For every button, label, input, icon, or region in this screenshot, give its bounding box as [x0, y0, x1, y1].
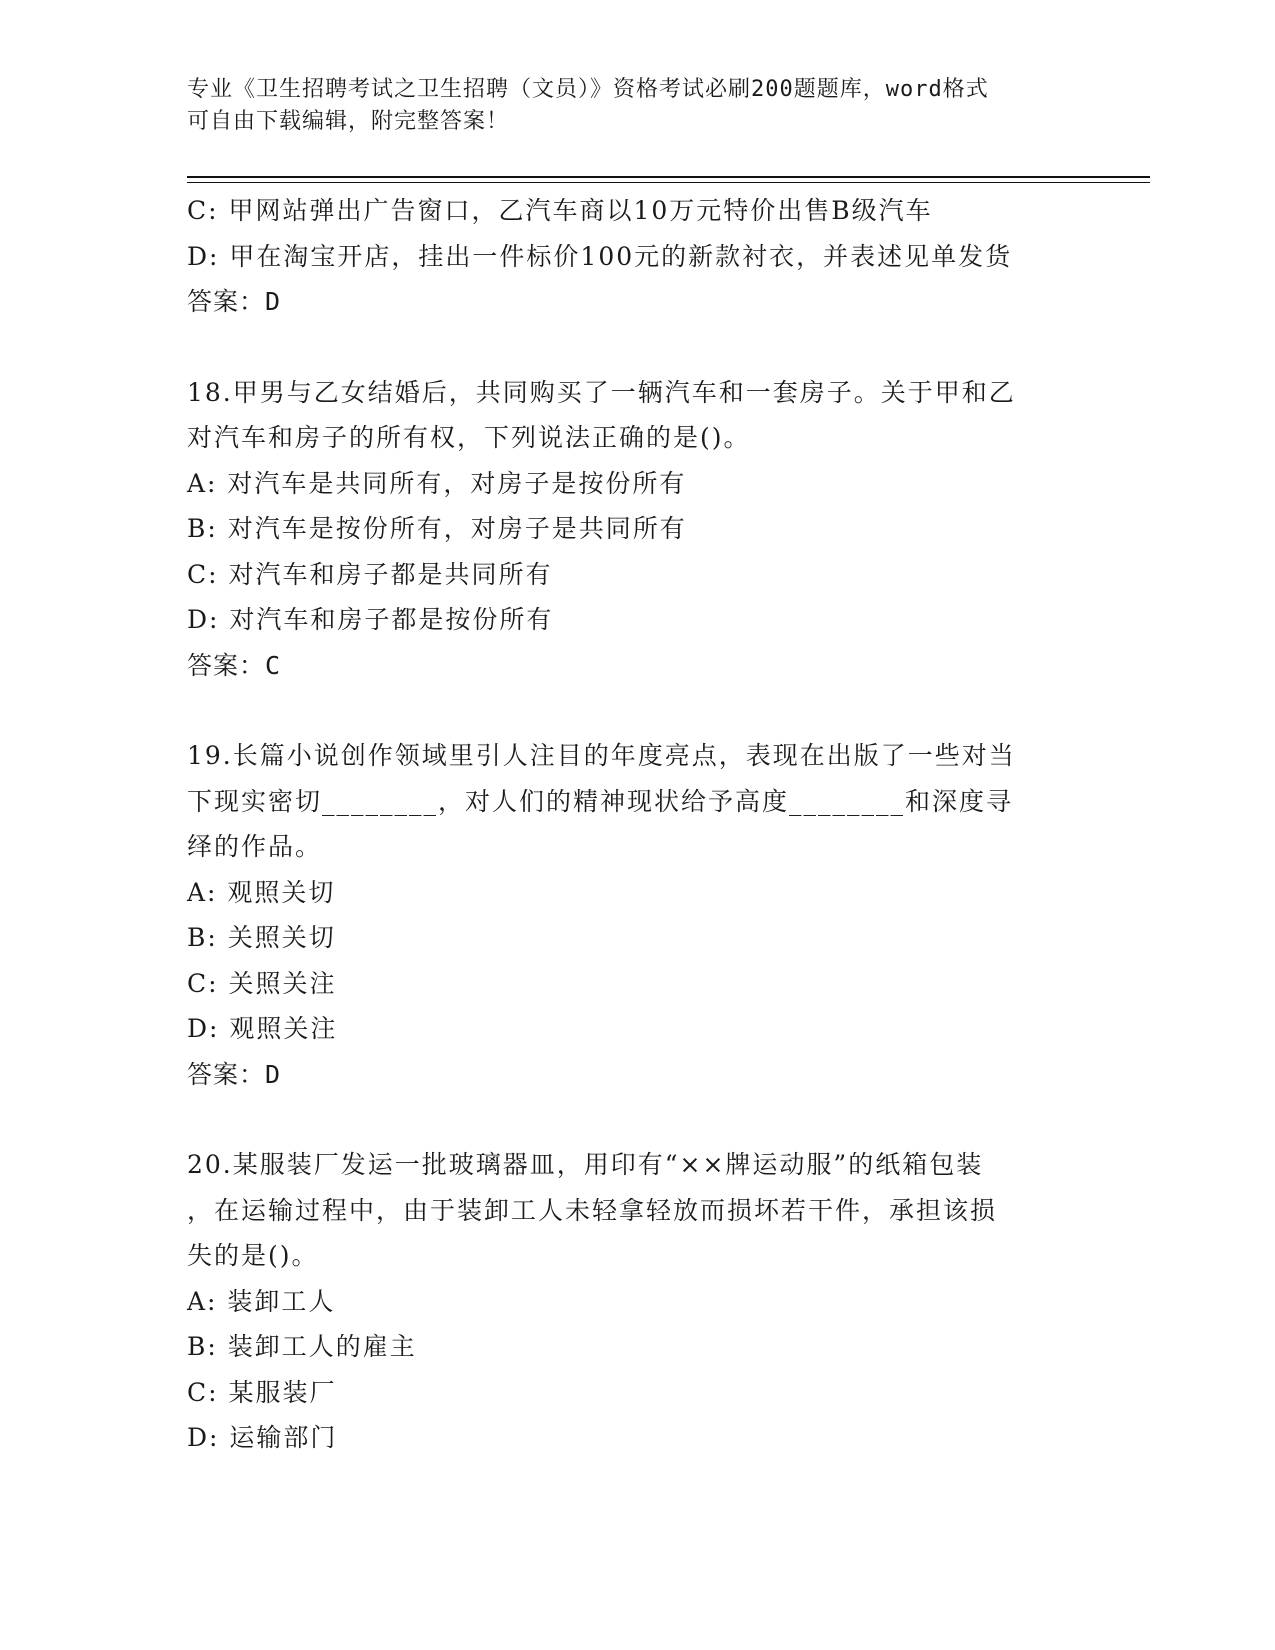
answer-value: C — [265, 650, 282, 680]
option-c: C: 对汽车和房子都是共同所有 — [187, 559, 553, 589]
question-stem-line: 失的是()。 — [187, 1241, 319, 1270]
header-title-line-2: 可自由下载编辑，附完整答案！ — [187, 109, 510, 134]
question-stem-line: 19.长篇小说创作领域里引人注目的年度亮点，表现在出版了一些对当 — [187, 741, 1016, 770]
option-b: B: 对汽车是按份所有，对房子是共同所有 — [187, 514, 687, 543]
option-c: C: 某服装厂 — [187, 1377, 337, 1407]
option-d: D: 观照关注 — [187, 1014, 338, 1043]
question-stem-line: 下现实密切________，对人们的精神现状给予高度________和深度寻 — [187, 786, 1014, 816]
document-header — [187, 74, 1067, 138]
question-19 — [187, 733, 1087, 1097]
question-spacer — [187, 688, 1087, 733]
answer-line — [187, 279, 1087, 325]
question-stem-line: 18.甲男与乙女结婚后，共同购买了一辆汽车和一套房子。关于甲和乙 — [187, 377, 1016, 407]
answer-line — [187, 1052, 1087, 1098]
answer-label: 答案： — [187, 287, 266, 316]
option-b: B: 关照关切 — [187, 923, 336, 952]
question-stem-line: 绎的作品。 — [187, 832, 323, 861]
question-stem-line: ，在运输过程中，由于装卸工人未轻拿轻放而损坏若干件，承担该损 — [187, 1195, 998, 1225]
header-divider-thin — [187, 182, 1150, 183]
question-stem-line: 20.某服装厂发运一批玻璃器皿，用印有“××牌运动服”的纸箱包装 — [187, 1150, 984, 1179]
question-18 — [187, 370, 1087, 689]
answer-label: 答案： — [187, 650, 266, 680]
option-a: A: 装卸工人 — [187, 1286, 336, 1316]
answer-label: 答案： — [187, 1059, 266, 1089]
question-spacer — [187, 1097, 1087, 1142]
question-list — [187, 188, 1087, 1461]
question-spacer — [187, 325, 1087, 370]
answer-line — [187, 643, 1087, 689]
answer-value: D — [265, 1059, 282, 1089]
option-c: C: 关照关注 — [187, 968, 337, 998]
question-17-continued — [187, 188, 1087, 325]
option-c: C: 甲网站弹出广告窗口，乙汽车商以10万元特价出售B级汽车 — [187, 196, 933, 225]
answer-value: D — [265, 287, 282, 316]
option-d: D: 运输部门 — [187, 1423, 338, 1452]
question-stem-line: 对汽车和房子的所有权，下列说法正确的是()。 — [187, 423, 751, 452]
question-20 — [187, 1142, 1087, 1461]
header-divider — [187, 176, 1150, 178]
option-d: D: 对汽车和房子都是按份所有 — [187, 605, 554, 634]
option-a: A: 对汽车是共同所有，对房子是按份所有 — [187, 468, 687, 498]
header-title-line-1: 专业《卫生招聘考试之卫生招聘（文员）》资格考试必刷200题题库，word格式 — [187, 77, 989, 102]
option-a: A: 观照关切 — [187, 877, 336, 907]
option-d: D: 甲在淘宝开店，挂出一件标价100元的新款衬衣，并表述见单发货 — [187, 241, 1013, 271]
option-b: B: 装卸工人的雇主 — [187, 1332, 417, 1361]
